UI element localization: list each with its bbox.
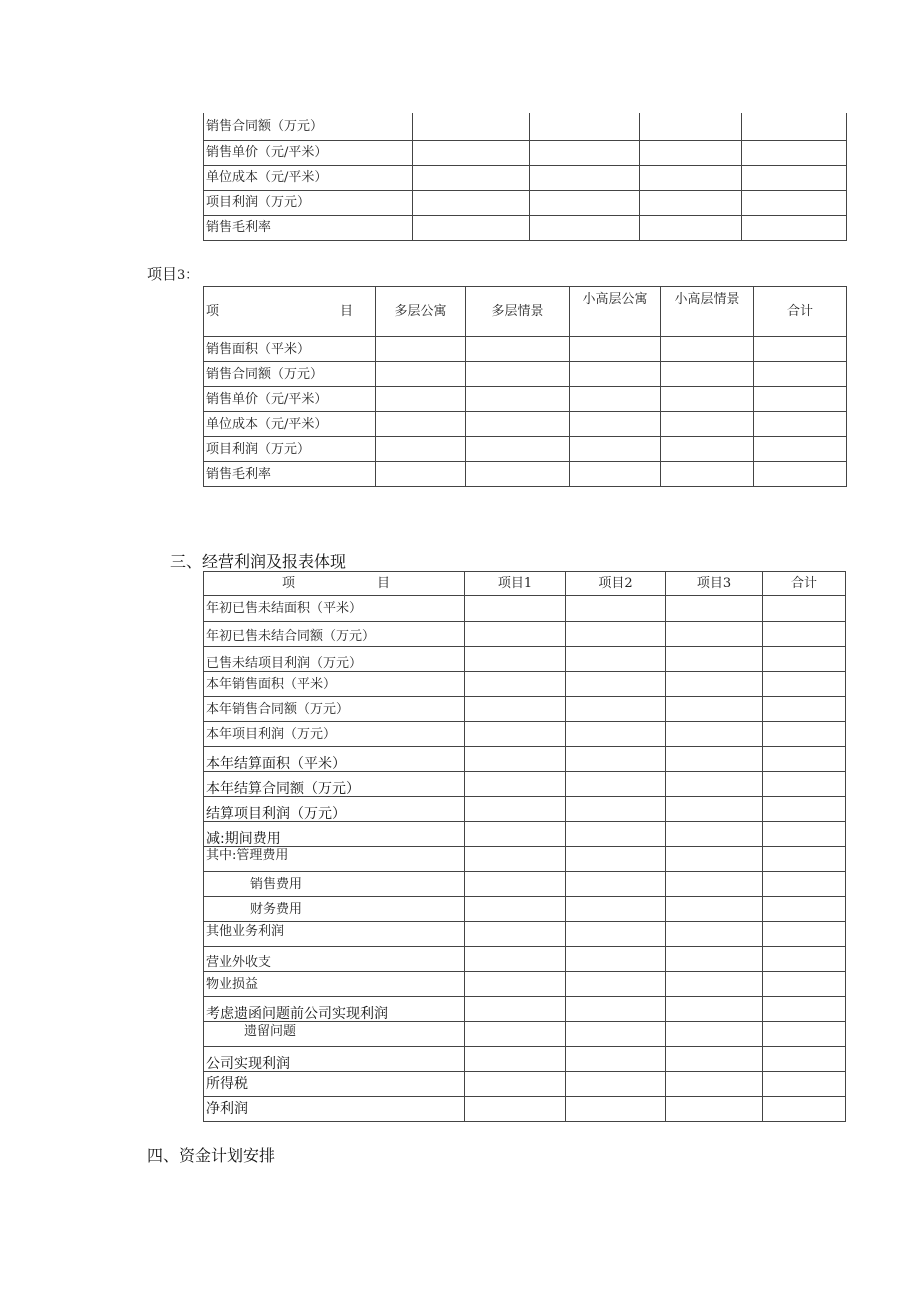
row-label: 遗留问题	[204, 1022, 465, 1047]
row-label: 其中:管理费用	[204, 847, 465, 872]
project3-label-text: 项目	[147, 265, 178, 283]
row-label: 本年结算面积（平米）	[204, 747, 465, 772]
project3-header-col: 多层公寓	[376, 287, 466, 337]
section3-header-col: 项目3	[666, 572, 763, 596]
row-label: 考虑遗函问题前公司实现利润	[204, 997, 465, 1022]
project3-header-col: 小高层公寓	[570, 287, 661, 337]
project3-header-col: 小高层情景	[661, 287, 754, 337]
row-label: 销售毛利率	[204, 462, 376, 487]
row-label: 销售单价（元/平米）	[204, 387, 376, 412]
section3-table	[203, 571, 846, 1122]
section3-header-col: 项目2	[566, 572, 666, 596]
row-label: 结算项目利润（万元）	[204, 797, 465, 822]
project3-label	[147, 263, 198, 284]
row-label: 本年销售合同额（万元）	[204, 697, 465, 722]
row-label: 公司实现利润	[204, 1047, 465, 1072]
row-label: 所得税	[204, 1072, 465, 1097]
section4-title: 四、资金计划安排	[147, 1146, 276, 1165]
section3-header-col: 合计	[763, 572, 846, 596]
row-label: 年初已售未结面积（平米）	[204, 596, 465, 622]
row-label: 净利润	[204, 1097, 465, 1122]
row-label: 项目利润（万元）	[204, 437, 376, 462]
row-label: 其他业务利润	[204, 922, 465, 947]
row-label: 营业外收支	[204, 947, 465, 972]
section3-header-item: 项 目	[204, 572, 465, 596]
row-label: 本年结算合同额（万元）	[204, 772, 465, 797]
top-partial-table	[203, 113, 847, 241]
project3-header-col: 合计	[754, 287, 847, 337]
row-label: 减:期间费用	[204, 822, 465, 847]
project3-header-item: 项 目	[204, 287, 376, 337]
row-label: 本年项目利润（万元）	[204, 722, 465, 747]
row-label: 销售费用	[204, 872, 465, 897]
row-label: 销售合同额（万元）	[204, 113, 413, 140]
row-label: 物业损益	[204, 972, 465, 997]
project3-table	[203, 286, 847, 487]
row-label: 销售面积（平米）	[204, 337, 376, 362]
row-label: 已售未结项目利润（万元）	[204, 647, 465, 672]
row-label: 单位成本（元/平米）	[204, 165, 413, 190]
row-label: 项目利润（万元）	[204, 190, 413, 215]
section3-title: 三、经营利润及报表体现	[170, 552, 347, 571]
section3-header-col: 项目1	[465, 572, 566, 596]
row-label: 财务费用	[204, 897, 465, 922]
row-label: 本年销售面积（平米）	[204, 672, 465, 697]
project3-header-col: 多层情景	[466, 287, 570, 337]
row-label: 单位成本（元/平米）	[204, 412, 376, 437]
row-label: 销售毛利率	[204, 215, 413, 240]
row-label: 销售合同额（万元）	[204, 362, 376, 387]
row-label: 销售单价（元/平米）	[204, 140, 413, 165]
row-label: 年初已售未结合同额（万元）	[204, 622, 465, 647]
project3-label-number: 3：	[177, 268, 199, 283]
